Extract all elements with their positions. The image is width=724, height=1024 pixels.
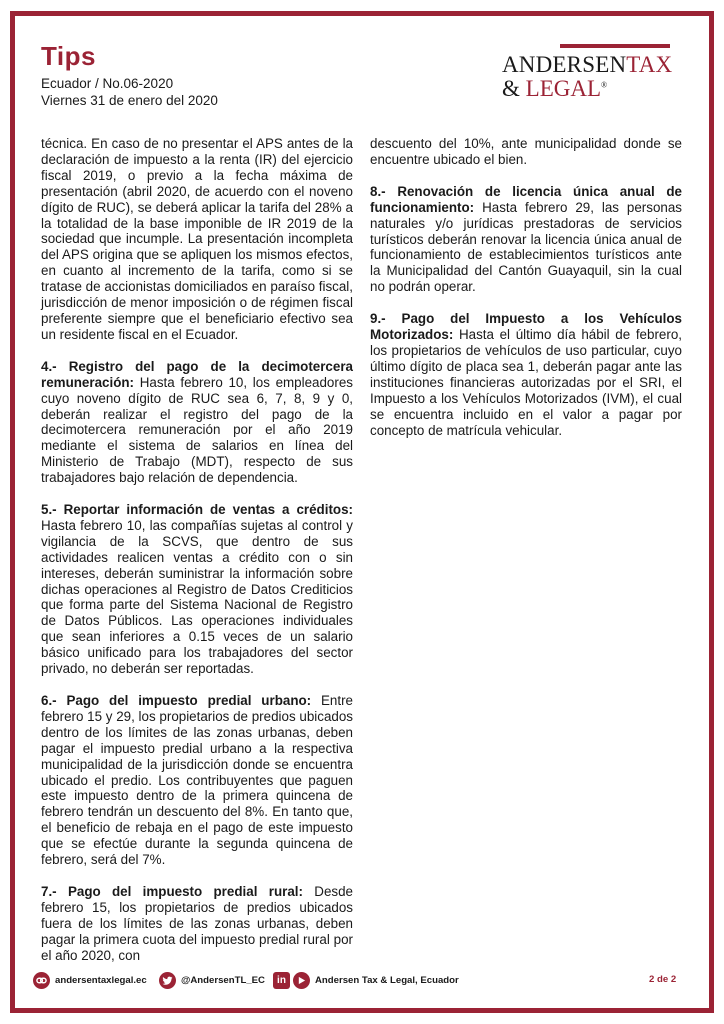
footer-twitter[interactable]	[159, 972, 265, 989]
right-column	[370, 136, 682, 454]
item-9-body: Hasta el último día hábil de febrero, los propietarios de vehículos de uso particular, cuyo último dígito de placa sea 1, deberán pagar ante las instituciones financieras autorizadas por el SRI, el Impuesto a los Vehículos Motorizados (IVM), el cual se encuentra incluido en el valor a pagar por concepto de matrícula vehicular.	[370, 327, 682, 438]
logo-word-legal: LEGAL	[525, 76, 602, 101]
footer	[33, 966, 693, 996]
logo-accent-bar	[560, 44, 670, 48]
paragraph-aps-continuation: técnica. En caso de no presentar el APS antes de la declaración de impuesto a la renta (IR) del ejercicio fiscal 2019, o previo a la fecha máxima de presentación (abril 2020, de acuerdo con el noveno dígito de RUC), se deberá aplicar la tarifa del 28% a la totalidad de la base imponible de IR 2019 de la sociedad que incumple. La presentación incompleta del APS origina que se apliquen los mismos efectos, en cuanto al incremento de la tarifa, como si se tratase de accionistas domiciliados en paraíso fiscal, jurisdicción de menor imposición o de régimen fiscal preferente siempre que el beneficiario efectivo sea un residente fiscal en el Ecuador.	[41, 136, 353, 342]
page-number: 2 de 2	[649, 974, 677, 985]
item-6-body: Entre febrero 15 y 29, los propietarios de predios ubicados dentro de los límites de las zonas urbanas, deben pagar el impuesto predial urbano a la respectiva municipalidad de la jurisdicción donde se encuentra ubicado el predio. Los contribuyentes que paguen este impuesto dentro de la primera quincena de febrero tendrán un descuento del 8%. En tanto que, el beneficio de rebaja en el pago de este impuesto que se efectúe durante la segunda quincena de febrero, será del 7%.	[41, 693, 353, 868]
paragraph-item-5	[41, 502, 353, 677]
item-8-body: Hasta febrero 29, las personas naturales y/o jurídicas prestadoras de servicios turísticos deberán renovar la licencia única anual de funcionamiento de establecimientos turísticos ante la Municipalidad del Cantón Guayaquil, sin la cual no podrán operar.	[370, 199, 682, 295]
andersen-logo	[498, 40, 694, 102]
logo-word-andersen: ANDERSEN	[502, 52, 627, 77]
paragraph-item-7	[41, 884, 353, 964]
social-name[interactable]: Andersen Tax & Legal, Ecuador	[315, 975, 459, 986]
item-4-body: Hasta febrero 10, los empleadores cuyo noveno dígito de RUC sea 6, 7, 8, 9 y 0, deberán realizar el registro del pago de la decimotercera remuneración por el año 2019 mediante el sistema de salarios en línea del Ministerio de Trabajo (MDT), respecto de sus trabajadores bajo relación de dependencia.	[41, 374, 353, 486]
item-5-title: 5.- Reportar información de ventas a créditos:	[41, 502, 353, 518]
item-6-title: 6.- Pago del impuesto predial urbano:	[41, 693, 312, 708]
footer-website[interactable]	[33, 972, 147, 989]
item-4-title: 4.- Registro del pago de la decimotercera remuneración:	[41, 358, 353, 390]
logo-registered-mark: ®	[601, 80, 608, 90]
item-9-title: 9.- Pago del Impuesto a los Vehículos Motorizados:	[370, 311, 682, 343]
paragraph-item-4	[41, 359, 353, 486]
paragraph-item-8	[370, 184, 682, 295]
footer-social[interactable]	[273, 972, 459, 989]
twitter-icon	[159, 972, 176, 989]
page-title: Tips	[41, 41, 96, 71]
logo-word-tax: TAX	[626, 52, 673, 77]
logo-line-2	[502, 76, 607, 102]
issue-date: Viernes 31 de enero del 2020	[41, 93, 218, 108]
twitter-handle[interactable]: @AndersenTL_EC	[181, 975, 265, 986]
logo-line-1	[502, 52, 672, 78]
paragraph-item-7-continuation: descuento del 10%, ante municipalidad donde se encuentre ubicado el bien.	[370, 136, 682, 167]
paragraph-item-9	[370, 311, 682, 438]
issue-number: Ecuador / No.06-2020	[41, 76, 174, 91]
logo-ampersand: &	[502, 76, 526, 101]
paragraph-item-6	[41, 693, 353, 868]
item-7-title: 7.- Pago del impuesto predial rural:	[41, 883, 303, 899]
link-icon	[33, 972, 50, 989]
website-link[interactable]: andersentaxlegal.ec	[55, 975, 147, 986]
item-8-title: 8.- Renovación de licencia única anual de funcionamiento:	[370, 183, 682, 215]
item-7-body: Desde febrero 15, los propietarios de predios ubicados fuera de los límites de las zonas urbanas, deben pagar la primera cuota del impuesto predial rural por el año 2020, con	[41, 883, 353, 963]
youtube-icon	[293, 972, 310, 989]
left-column	[41, 136, 353, 980]
linkedin-icon: in	[273, 972, 290, 989]
item-5-body: Hasta febrero 10, las compañías sujetas al control y vigilancia de la SCVS, que dentro de sus actividades realicen ventas a crédito con o sin intereses, deberán suministrar la información sobre dichas operaciones al Registro de Datos Crediticios que forma parte del Sistema Nacional de Registro de Datos Públicos. Las operaciones individuales que sean inferiores a 0.15 veces de un salario básico unificado para los trabajadores del sector privado, no deberán ser reportadas.	[41, 517, 353, 677]
